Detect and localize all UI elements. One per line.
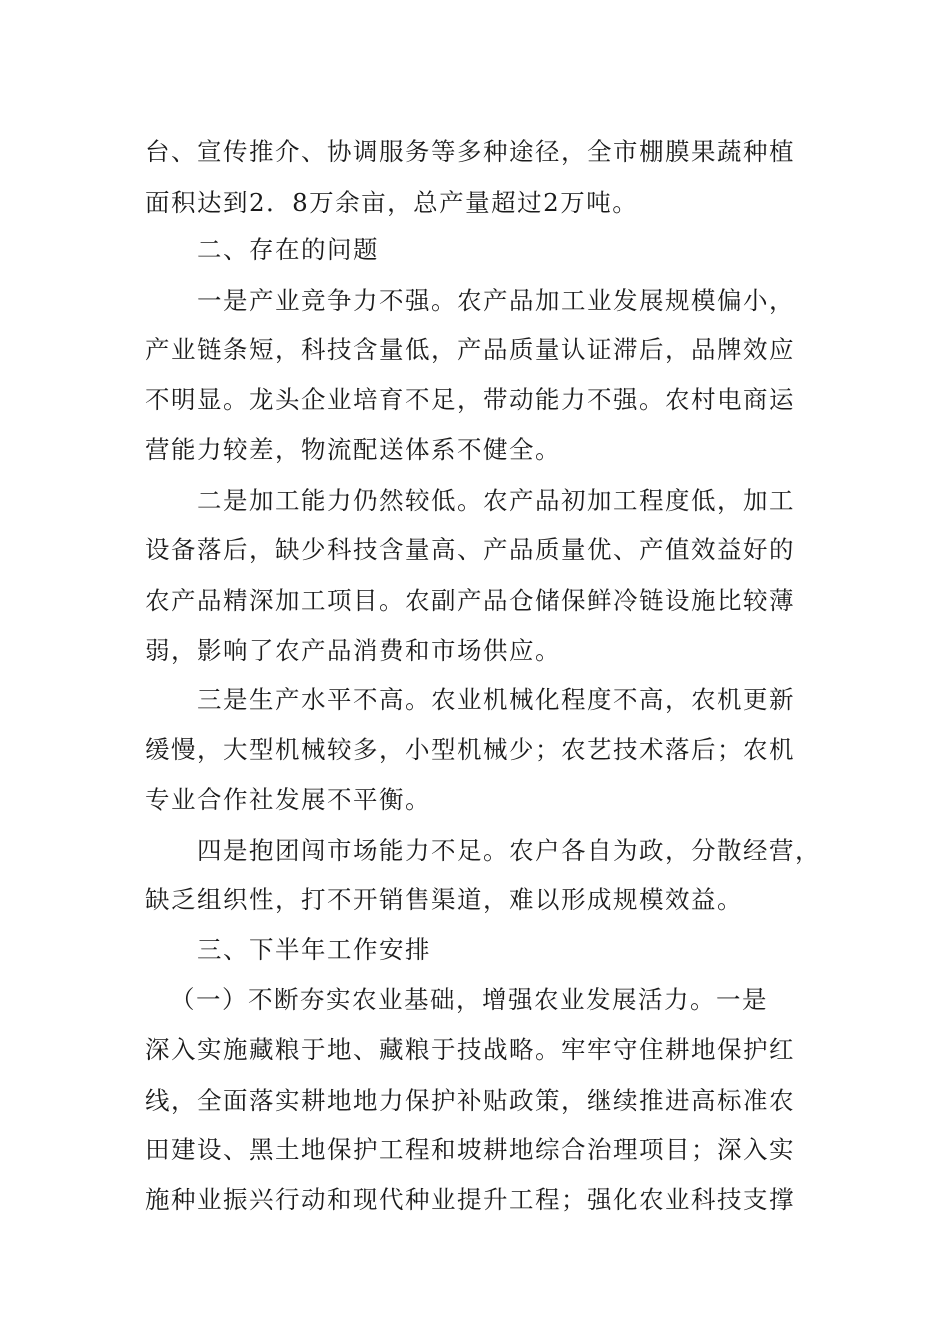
text-line: 面积达到2．8万余亩，总产量超过2万吨。 [145,188,639,217]
text-line: 深入实施藏粮于地、藏粮于技战略。牢牢守住耕地保护红 [145,1035,795,1064]
text-line: 专业合作社发展不平衡。 [145,785,431,814]
text-line: （一）不断夯实农业基础，增强农业发展活力。一是 [170,985,768,1014]
text-line: 四是抱团闯市场能力不足。农户各自为政，分散经营， [197,836,821,865]
section-heading-plan: 三、下半年工作安排 [197,935,431,964]
text-line: 施种业振兴行动和现代种业提升工程；强化农业科技支撑 [145,1185,795,1214]
text-line: 二是加工能力仍然较低。农产品初加工程度低，加工 [197,486,795,515]
text-line: 线，全面落实耕地地力保护补贴政策，继续推进高标准农 [145,1086,795,1115]
text-line: 不明显。龙头企业培育不足，带动能力不强。农村电商运 [145,385,795,414]
text-line: 缓慢，大型机械较多，小型机械少；农艺技术落后；农机 [145,735,795,764]
text-line: 营能力较差，物流配送体系不健全。 [145,435,561,464]
text-line: 缺乏组织性，打不开销售渠道，难以形成规模效益。 [145,885,743,914]
text-line: 弱，影响了农产品消费和市场供应。 [145,636,561,665]
text-line: 台、宣传推介、协调服务等多种途径，全市棚膜果蔬种植 [145,137,795,166]
text-line: 设备落后，缺少科技含量高、产品质量优、产值效益好的 [145,535,795,564]
text-line: 产业链条短，科技含量低，产品质量认证滞后，品牌效应 [145,335,795,364]
text-line: 一是产业竞争力不强。农产品加工业发展规模偏小， [197,286,795,315]
text-line: 农产品精深加工项目。农副产品仓储保鲜冷链设施比较薄 [145,586,795,615]
section-heading-problems: 二、存在的问题 [197,235,379,264]
text-line: 三是生产水平不高。农业机械化程度不高，农机更新 [197,685,795,714]
text-line: 田建设、黑土地保护工程和坡耕地综合治理项目；深入实 [145,1135,795,1164]
